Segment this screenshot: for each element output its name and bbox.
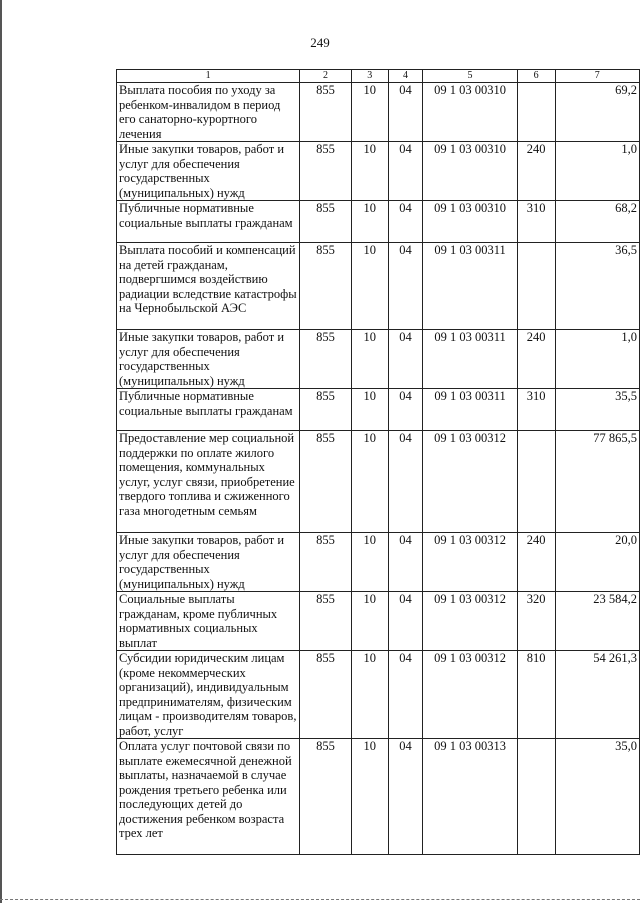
- row-name-cell: Социальные выплаты гражданам, кроме публичных нормативных социальных выплат: [117, 592, 300, 651]
- row-name-cell: Выплата пособий и компенсаций на детей гражданам, подвергшимся воздействию радиации вследствие катастрофы на Чернобыльской АЭС: [117, 243, 300, 330]
- row-amount-cell: 1,0: [555, 142, 639, 201]
- row-csr-cell: 09 1 03 00311: [423, 243, 517, 330]
- row-pr-cell: 04: [388, 431, 423, 533]
- row-rz-cell: 10: [351, 651, 388, 739]
- header-col-5: 5: [423, 70, 517, 83]
- row-name-cell: Предоставление мер социальной поддержки по оплате жилого помещения, коммунальных услуг, услуг связи, приобретение твердого топлива и сжиженного газа многодетным семьям: [117, 431, 300, 533]
- row-ved-cell: 855: [300, 142, 352, 201]
- row-rz-cell: 10: [351, 83, 388, 142]
- row-ved-cell: 855: [300, 389, 352, 431]
- table-row: [117, 592, 640, 651]
- row-name-cell: Иные закупки товаров, работ и услуг для обеспечения государственных (муниципальных) нужд: [117, 330, 300, 389]
- row-csr-cell: 09 1 03 00311: [423, 330, 517, 389]
- table-header-row: [117, 70, 640, 83]
- row-csr-cell: 09 1 03 00311: [423, 389, 517, 431]
- row-name-cell: Иные закупки товаров, работ и услуг для обеспечения государственных (муниципальных) нужд: [117, 533, 300, 592]
- row-ved-cell: 855: [300, 651, 352, 739]
- row-rz-cell: 10: [351, 592, 388, 651]
- row-pr-cell: 04: [388, 739, 423, 855]
- table-row: [117, 142, 640, 201]
- row-csr-cell: 09 1 03 00310: [423, 83, 517, 142]
- budget-table: [116, 69, 640, 855]
- row-rz-cell: 10: [351, 330, 388, 389]
- row-amount-cell: 77 865,5: [555, 431, 639, 533]
- row-csr-cell: 09 1 03 00310: [423, 201, 517, 243]
- row-pr-cell: 04: [388, 330, 423, 389]
- table-row: [117, 431, 640, 533]
- row-name-cell: Иные закупки товаров, работ и услуг для обеспечения государственных (муниципальных) нужд: [117, 142, 300, 201]
- row-pr-cell: 04: [388, 201, 423, 243]
- row-vr-cell: 240: [517, 533, 555, 592]
- row-ved-cell: 855: [300, 243, 352, 330]
- row-ved-cell: 855: [300, 330, 352, 389]
- row-rz-cell: 10: [351, 243, 388, 330]
- scan-bottom-edge: [0, 899, 640, 901]
- row-vr-cell: [517, 243, 555, 330]
- scan-left-edge: [0, 0, 2, 903]
- row-rz-cell: 10: [351, 201, 388, 243]
- row-csr-cell: 09 1 03 00312: [423, 592, 517, 651]
- row-ved-cell: 855: [300, 201, 352, 243]
- row-vr-cell: 310: [517, 389, 555, 431]
- row-vr-cell: 310: [517, 201, 555, 243]
- row-csr-cell: 09 1 03 00310: [423, 142, 517, 201]
- row-amount-cell: 68,2: [555, 201, 639, 243]
- row-rz-cell: 10: [351, 389, 388, 431]
- row-name-cell: Оплата услуг почтовой связи по выплате ежемесячной денежной выплаты, назначаемой в случае рождения третьего ребенка или последующих детей до достижения ребенком возраста трех лет: [117, 739, 300, 855]
- row-amount-cell: 54 261,3: [555, 651, 639, 739]
- row-amount-cell: 35,5: [555, 389, 639, 431]
- row-vr-cell: [517, 739, 555, 855]
- row-name-cell: Субсидии юридическим лицам (кроме некоммерческих организаций), индивидуальным предпринимателям, физическим лицам - производителям товаров, работ, услуг: [117, 651, 300, 739]
- row-vr-cell: [517, 431, 555, 533]
- row-amount-cell: 35,0: [555, 739, 639, 855]
- table-row: [117, 739, 640, 855]
- header-col-3: 3: [351, 70, 388, 83]
- row-csr-cell: 09 1 03 00312: [423, 431, 517, 533]
- row-vr-cell: 240: [517, 142, 555, 201]
- row-rz-cell: 10: [351, 431, 388, 533]
- row-csr-cell: 09 1 03 00312: [423, 651, 517, 739]
- row-ved-cell: 855: [300, 739, 352, 855]
- row-amount-cell: 20,0: [555, 533, 639, 592]
- table-row: [117, 389, 640, 431]
- table-row: [117, 651, 640, 739]
- row-ved-cell: 855: [300, 431, 352, 533]
- row-name-cell: Выплата пособия по уходу за ребенком-инвалидом в период его санаторно-курортного лечения: [117, 83, 300, 142]
- row-ved-cell: 855: [300, 592, 352, 651]
- header-col-4: 4: [388, 70, 423, 83]
- table-row: [117, 330, 640, 389]
- table-row: [117, 201, 640, 243]
- table-body: [117, 70, 640, 855]
- row-vr-cell: 240: [517, 330, 555, 389]
- row-pr-cell: 04: [388, 243, 423, 330]
- row-rz-cell: 10: [351, 739, 388, 855]
- row-vr-cell: [517, 83, 555, 142]
- row-pr-cell: 04: [388, 533, 423, 592]
- row-name-cell: Публичные нормативные социальные выплаты гражданам: [117, 201, 300, 243]
- header-col-1: 1: [117, 70, 300, 83]
- row-ved-cell: 855: [300, 83, 352, 142]
- row-pr-cell: 04: [388, 651, 423, 739]
- row-rz-cell: 10: [351, 533, 388, 592]
- header-col-7: 7: [555, 70, 639, 83]
- row-pr-cell: 04: [388, 592, 423, 651]
- row-vr-cell: 810: [517, 651, 555, 739]
- row-ved-cell: 855: [300, 533, 352, 592]
- row-rz-cell: 10: [351, 142, 388, 201]
- table-row: [117, 83, 640, 142]
- row-pr-cell: 04: [388, 142, 423, 201]
- row-amount-cell: 1,0: [555, 330, 639, 389]
- row-pr-cell: 04: [388, 389, 423, 431]
- row-amount-cell: 69,2: [555, 83, 639, 142]
- table-row: [117, 243, 640, 330]
- page-number: 249: [310, 35, 330, 50]
- table-row: [117, 533, 640, 592]
- header-col-6: 6: [517, 70, 555, 83]
- row-pr-cell: 04: [388, 83, 423, 142]
- row-csr-cell: 09 1 03 00313: [423, 739, 517, 855]
- row-amount-cell: 23 584,2: [555, 592, 639, 651]
- header-col-2: 2: [300, 70, 352, 83]
- row-csr-cell: 09 1 03 00312: [423, 533, 517, 592]
- row-name-cell: Публичные нормативные социальные выплаты гражданам: [117, 389, 300, 431]
- row-vr-cell: 320: [517, 592, 555, 651]
- row-amount-cell: 36,5: [555, 243, 639, 330]
